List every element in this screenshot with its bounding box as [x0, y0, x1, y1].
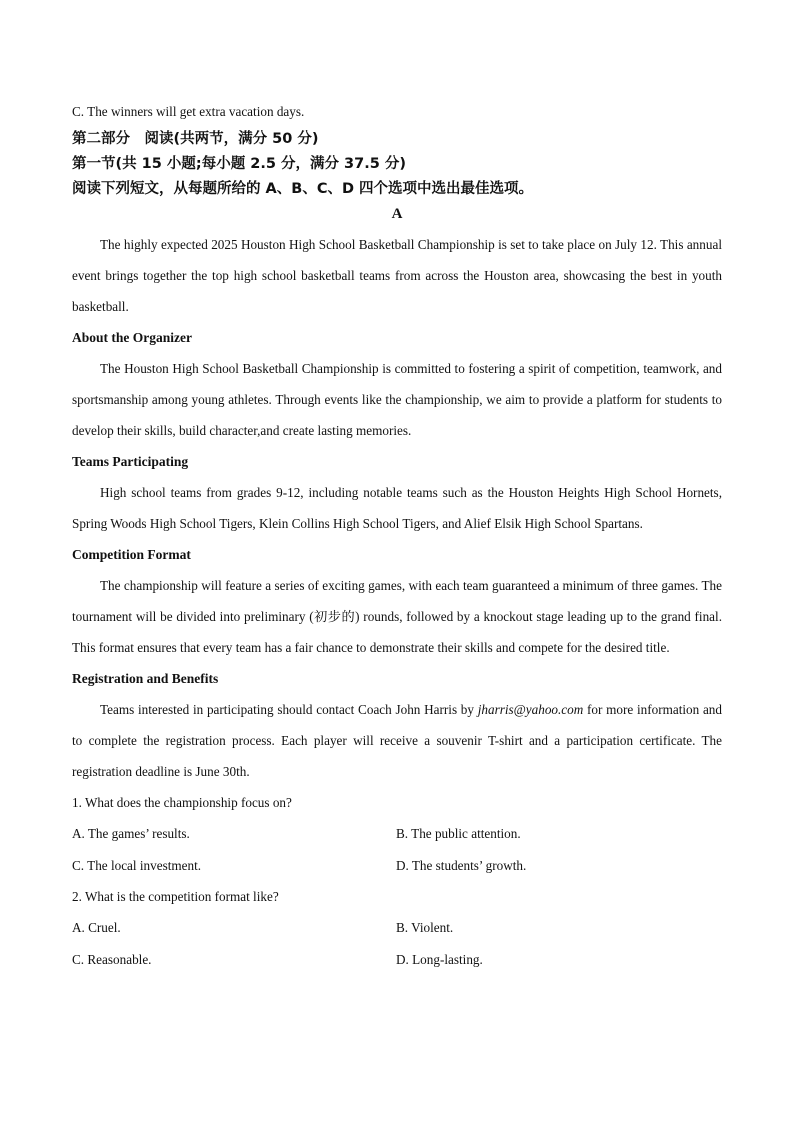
question-1-option-d: D. The students’ growth.: [396, 857, 527, 873]
question-1-option-a: A. The games’ results.: [72, 826, 190, 841]
section-title-teams: Teams Participating: [72, 454, 189, 469]
section-title-registration: Registration and Benefits: [72, 671, 219, 686]
question-1-options: [72, 818, 722, 881]
question-2-options: [72, 912, 722, 975]
previous-question-option-c: C. The winners will get extra vacation days.: [72, 104, 305, 119]
contact-email: jharris@yahoo.com: [477, 702, 584, 717]
registration-text-before: Teams interested in participating should contact Coach John Harris by: [100, 702, 478, 717]
question-1-option-c: C. The local investment.: [72, 857, 202, 873]
question-2-option-d: D. Long-lasting.: [396, 951, 483, 967]
exam-page: [72, 96, 722, 975]
section-heading: 第一节(共 15 小题;每小题 2.5 分，满分 37.5 分): [72, 156, 406, 172]
section-body-organizer: The Houston High School Basketball Championship is committed to fostering a spirit of competition, teamwork, and sportsmanship among young athletes. Through events like the championship, we aim to provide a platform for students to develop their skills, build character,and create lasting memories.: [72, 361, 722, 438]
section-title-format: Competition Format: [72, 547, 191, 562]
part-heading: 第二部分 阅读(共两节，满分 50 分): [72, 131, 319, 147]
section-body-registration: [72, 694, 722, 787]
section-title-organizer: About the Organizer: [72, 330, 192, 345]
section-body-teams: High school teams from grades 9-12, including notable teams such as the Houston Heights High School Hornets, Spring Woods High School Tigers, Klein Collins High School Tigers, and Alief Elsik High School Spartans.: [72, 485, 722, 531]
question-2-option-b: B. Violent.: [396, 920, 454, 935]
question-2-option-c: C. Reasonable.: [72, 951, 152, 967]
question-1-stem: 1. What does the championship focus on?: [72, 795, 292, 810]
question-2-option-a: A. Cruel.: [72, 920, 121, 935]
question-2-stem: 2. What is the competition format like?: [72, 889, 279, 904]
question-1-option-b: B. The public attention.: [396, 826, 521, 841]
passage-intro: The highly expected 2025 Houston High School Basketball Championship is set to take place on July 12. This annual event brings together the top high school basketball teams from across the Houston area, showcasing the best in youth basketball.: [72, 237, 722, 314]
registration-text-after: for more information and to complete the registration process. Each player will receive a souvenir T-shirt and a participation certificate. The registration deadline is June 30th.: [72, 702, 722, 779]
instructions: 阅读下列短文，从每题所给的 A、B、C、D 四个选项中选出最佳选项。: [72, 181, 534, 197]
passage-letter: A: [391, 206, 403, 222]
section-body-format: The championship will feature a series of exciting games, with each team guaranteed a minimum of three games. The tournament will be divided into preliminary (初步的) rounds, followed by a knockout stage leading up to the grand final. This format ensures that every team has a fair chance to demonstrate their skills and compete for the desired title.: [72, 578, 722, 655]
